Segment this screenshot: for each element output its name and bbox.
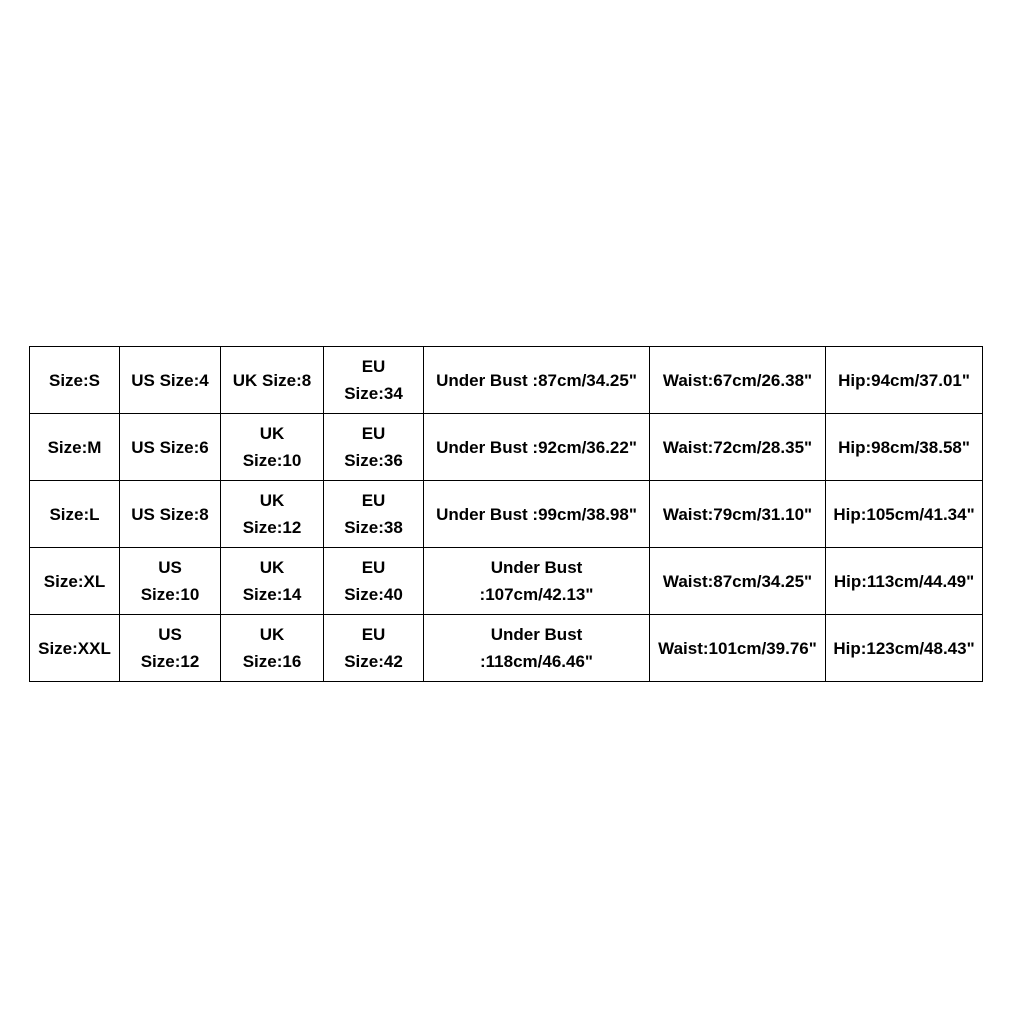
size-cell-text: Size:XL [43, 571, 106, 591]
eu-size-cell-line: EU [361, 491, 386, 510]
uk-size-cell-line: UK Size:8 [232, 370, 312, 390]
uk-size-cell [221, 414, 324, 481]
size-cell [30, 615, 120, 682]
hip-cell [826, 347, 983, 414]
hip-cell-text: Hip:98cm/38.58" [838, 437, 970, 457]
size-cell [30, 548, 120, 615]
us-size-cell [120, 347, 221, 414]
under-bust-cell [424, 481, 650, 548]
hip-cell [826, 414, 983, 481]
table-row [30, 548, 983, 615]
us-size-cell [120, 414, 221, 481]
under-bust-cell-line: Under Bust :92cm/36.22" [436, 437, 637, 457]
us-size-cell-line: US Size:6 [131, 437, 209, 457]
uk-size-cell-line: Size:10 [242, 451, 302, 470]
waist-cell [650, 548, 826, 615]
us-size-cell-line: US [158, 558, 182, 577]
hip-cell-text: Hip:123cm/48.43" [833, 638, 975, 658]
uk-size-cell-line: UK [259, 424, 285, 443]
size-chart-body [30, 347, 983, 682]
under-bust-cell-line: Under Bust :87cm/34.25" [436, 370, 637, 390]
under-bust-cell-line: Under Bust [490, 625, 583, 644]
uk-size-cell-line: UK [259, 558, 285, 577]
hip-cell-text: Hip:105cm/41.34" [833, 504, 975, 524]
us-size-cell [120, 548, 221, 615]
us-size-cell-line: Size:10 [140, 585, 200, 604]
hip-cell [826, 548, 983, 615]
uk-size-cell-line: Size:16 [242, 652, 302, 671]
uk-size-cell [221, 615, 324, 682]
uk-size-cell-line: Size:14 [242, 585, 302, 604]
eu-size-cell [324, 615, 424, 682]
size-cell [30, 481, 120, 548]
waist-cell-text: Waist:87cm/34.25" [662, 571, 813, 591]
uk-size-cell [221, 548, 324, 615]
us-size-cell [120, 615, 221, 682]
waist-cell-text: Waist:72cm/28.35" [662, 437, 813, 457]
eu-size-cell-line: EU [361, 625, 386, 644]
table-row [30, 347, 983, 414]
waist-cell-text: Waist:101cm/39.76" [658, 638, 817, 658]
under-bust-cell-line: :107cm/42.13" [479, 585, 594, 604]
eu-size-cell-line: Size:36 [344, 451, 403, 470]
eu-size-cell-line: Size:42 [344, 652, 403, 671]
hip-cell [826, 615, 983, 682]
size-cell [30, 414, 120, 481]
us-size-cell [120, 481, 221, 548]
uk-size-cell-line: UK [259, 625, 285, 644]
eu-size-cell-line: EU [361, 424, 386, 443]
size-chart-table [29, 346, 983, 682]
size-cell-text: Size:XXL [38, 638, 111, 658]
table-row [30, 615, 983, 682]
waist-cell [650, 414, 826, 481]
uk-size-cell-line: UK [259, 491, 285, 510]
uk-size-cell [221, 481, 324, 548]
uk-size-cell [221, 347, 324, 414]
eu-size-cell-line: Size:40 [344, 585, 403, 604]
eu-size-cell-line: Size:34 [344, 384, 403, 403]
us-size-cell-line: Size:12 [140, 652, 200, 671]
waist-cell [650, 615, 826, 682]
eu-size-cell-line: Size:38 [344, 518, 403, 537]
waist-cell-text: Waist:67cm/26.38" [662, 370, 813, 390]
waist-cell-text: Waist:79cm/31.10" [662, 504, 813, 524]
table-row [30, 481, 983, 548]
under-bust-cell [424, 414, 650, 481]
waist-cell [650, 481, 826, 548]
hip-cell-text: Hip:113cm/44.49" [833, 571, 975, 591]
under-bust-cell-line: Under Bust :99cm/38.98" [436, 504, 637, 524]
hip-cell-text: Hip:94cm/37.01" [838, 370, 970, 390]
under-bust-cell [424, 347, 650, 414]
size-cell-text: Size:S [48, 370, 101, 390]
eu-size-cell-line: EU [361, 558, 386, 577]
size-cell-text: Size:M [47, 437, 102, 457]
us-size-cell-line: US Size:8 [131, 504, 209, 524]
eu-size-cell [324, 414, 424, 481]
under-bust-cell-line: Under Bust [490, 558, 583, 577]
size-cell [30, 347, 120, 414]
eu-size-cell [324, 548, 424, 615]
under-bust-cell-line: :118cm/46.46" [480, 652, 593, 671]
waist-cell [650, 347, 826, 414]
eu-size-cell-line: EU [361, 357, 386, 376]
us-size-cell-line: US [158, 625, 182, 644]
size-cell-text: Size:L [49, 504, 100, 524]
uk-size-cell-line: Size:12 [242, 518, 302, 537]
hip-cell [826, 481, 983, 548]
under-bust-cell [424, 615, 650, 682]
us-size-cell-line: US Size:4 [131, 370, 209, 390]
eu-size-cell [324, 481, 424, 548]
eu-size-cell [324, 347, 424, 414]
table-row [30, 414, 983, 481]
under-bust-cell [424, 548, 650, 615]
